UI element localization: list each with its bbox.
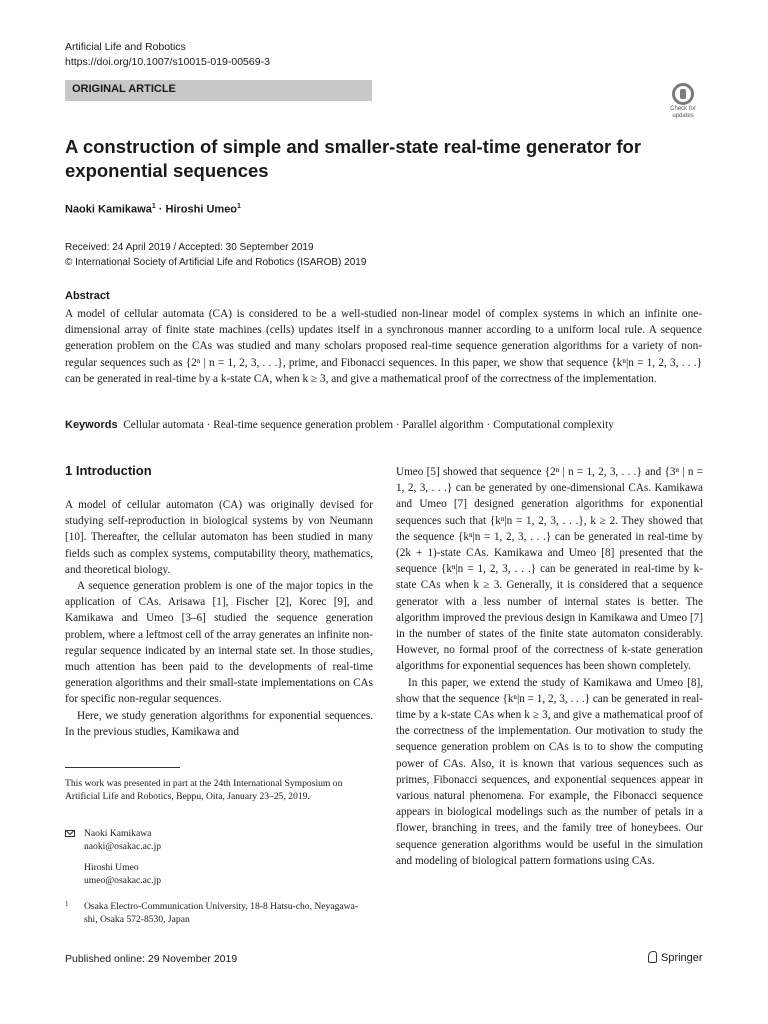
article-dates xyxy=(65,240,366,270)
paragraph: A sequence generation problem is one of the major topics in the application of CAs. Arisawa [1], Fischer [2], Korec [9], and Kamikawa and Umeo [3–6] studied the sequence generation problem, where a leftmost cell of the array generates an infinite non-regular sequence indicated by an internal state set. In those studies, much attention has been paid to the developments of real-time generation algorithms and their small-state implementations on CAs for specific non-regular sequences. xyxy=(65,580,373,706)
abstract-body: A model of cellular automata (CA) is considered to be a well-studied non-linear model of complex systems in which an infinite one-dimensional array of finite state machines (cells) updates itself in a synchronous manner according to a uniform local rule. A sequence generation problem on the CAs was studied and many scholars proposed real-time sequence generation algorithms for a variety of non-regular sequences such as {2ⁿ | n = 1, 2, 3, . . .}, prime, and Fibonacci sequences. In this paper, we show that sequence {kⁿ|n = 1, 2, 3, . . .} can be generated in real-time by a k-state CA, when k ≥ 3, and give a mathematical proof of the correctness of the implementation. xyxy=(65,308,702,385)
publisher-name: Springer xyxy=(661,952,703,964)
envelope-icon xyxy=(65,830,75,837)
received-accepted: Received: 24 April 2019 / Accepted: 30 September 2019 xyxy=(65,242,314,253)
footnote-divider xyxy=(65,767,180,768)
keywords-line xyxy=(65,419,705,431)
abstract-heading: Abstract xyxy=(65,290,110,302)
journal-name: Artificial Life and Robotics xyxy=(65,41,186,53)
affiliation-number: 1 xyxy=(65,900,69,908)
copyright-line: © International Society of Artificial Life and Robotics (ISAROB) 2019 xyxy=(65,257,367,268)
author-separator: · xyxy=(155,203,166,216)
corresponding-author-name: Naoki Kamikawa xyxy=(84,828,152,839)
paragraph: Umeo [5] showed that sequence {2ⁿ | n = 1, 2, 3, . . .} and {3ⁿ | n = 1, 2, 3, . . .} can be generated by one-dimensional CAs. Kamikawa and Umeo [7] designed generation algorithms for exponential sequences such that {kⁿ|n = 1, 2, 3, . . .}, k ≥ 2. They showed that the sequence {kⁿ|n = 1, 2, 3, . . .} can be generated in real-time by (2k + 1)-state CAs. Kamikawa and Umeo [8] presented that the sequence {kⁿ|n = 1, 2, 3, . . .} can be generated in real-time by k-state CAs when k ≥ 3. Generally, it is considered that a sequence generator with a less number of internal states is better. The algorithm improved the previous design in Kamikawa and Umeo [7] in the number of states of the finite state automaton considerably. However, no formal proof of the correctness of k-state generation algorithms for exponential sequences has been shown completely. xyxy=(396,466,703,673)
author-email[interactable]: umeo@osakac.ac.jp xyxy=(84,875,162,886)
article-type-label: ORIGINAL ARTICLE xyxy=(72,83,176,95)
left-column xyxy=(65,497,373,740)
affiliation-text: Osaka Electro-Communication University, 18-8 Hatsu-cho, Neyagawa-shi, Osaka 572-8530, Japan xyxy=(84,901,359,925)
doi-link[interactable]: https://doi.org/10.1007/s10015-019-00569-3 xyxy=(65,56,270,68)
keywords-label: Keywords xyxy=(65,419,118,431)
right-column xyxy=(396,464,703,869)
check-for-updates-icon xyxy=(672,83,694,105)
check-for-updates-label: Check for updates xyxy=(670,106,696,119)
check-for-updates-badge[interactable] xyxy=(663,83,703,123)
article-type-banner xyxy=(65,80,372,101)
journal-header xyxy=(65,40,270,70)
article-title: A construction of simple and smaller-state real-time generator for exponential sequences xyxy=(65,136,642,181)
keywords-text: Cellular automata · Real-time sequence generation problem · Parallel algorithm · Computational complexity xyxy=(123,419,614,431)
published-date: Published online: 29 November 2019 xyxy=(65,953,238,965)
author-name[interactable]: Naoki Kamikawa xyxy=(65,203,152,216)
affiliation-marker: 1 xyxy=(237,203,241,210)
springer-horse-icon xyxy=(648,951,657,963)
corresponding-author-email[interactable]: naoki@osakac.ac.jp xyxy=(84,841,162,852)
correspondence-block xyxy=(65,827,365,887)
paragraph: In this paper, we extend the study of Kamikawa and Umeo [8], show that the sequence {kⁿ|n = 1, 2, 3, . . .} can be generated in real-time by a k-state CAs when k ≥ 3, and give a mathematical proof of the correctness of the implementation. Our motivation to study the sequence generation problem on CAs is to to show the computing power of CAs. Also, it is known that various sequences such as primes, Fibonacci sequences, and exponential sequences appear in various natural phenomena. For example, the Fibonacci sequence appears in biological modelings such as the number of petals in a flower, branching in trees, and the family tree of honeybees. Our sequence generation algorithms would be useful in the simulation and modeling of biological pattern formations using CAs. xyxy=(396,676,703,867)
author-name: Hiroshi Umeo xyxy=(84,862,139,873)
paragraph: A model of cellular automaton (CA) was originally devised for studying self-reproduction in biological systems by von Neumann [10]. Thereafter, the cellular automaton has been studied in many fields such as complex systems, computability theory, mathematics, and theoretical biology. xyxy=(65,499,373,576)
author-list xyxy=(65,203,241,216)
publisher-logo xyxy=(648,951,703,964)
paragraph: Here, we study generation algorithms for exponential sequences. In the previous studies, Kamikawa and xyxy=(65,709,373,738)
section-heading: 1 Introduction xyxy=(65,463,152,478)
presentation-footnote: This work was presented in part at the 24th International Symposium on Artificial Life and Robotics, Beppu, Oita, January 23–25, 2019. xyxy=(65,778,343,802)
affiliation-footnote xyxy=(65,900,365,926)
affiliation-marker: 1 xyxy=(151,203,156,210)
author-name[interactable]: Hiroshi Umeo xyxy=(165,203,238,216)
